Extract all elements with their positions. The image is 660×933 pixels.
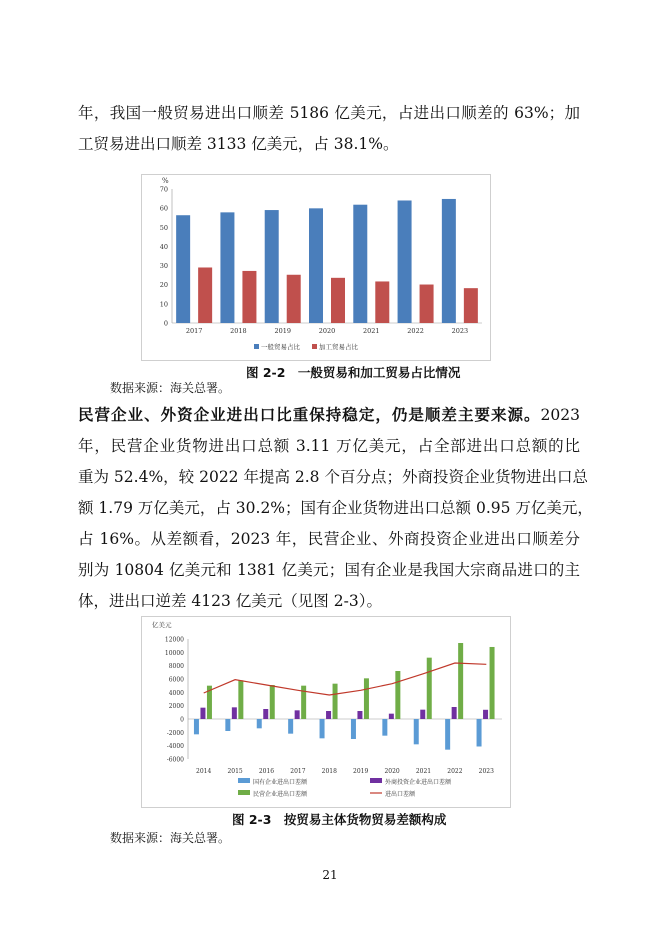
bar-processing-trade	[198, 267, 212, 323]
page-number: 21	[322, 868, 338, 882]
bar-private	[490, 647, 495, 719]
x-tick-label: 2021	[415, 768, 432, 775]
trade-balance-by-entity-chart	[142, 617, 510, 807]
x-tick-label: 2022	[447, 768, 463, 775]
bar-foreign-invested	[389, 714, 394, 719]
paragraph-1-line: 工贸易进出口顺差 3133 亿美元，占 38.1%。	[78, 135, 399, 153]
legend-label: 进出口差额	[385, 791, 416, 798]
bar-private	[458, 643, 463, 719]
figure-2-3-chart	[141, 616, 511, 808]
bar-foreign-invested	[263, 709, 268, 719]
figure-2-2-chart	[141, 174, 491, 361]
y-tick-label: 70	[159, 185, 168, 194]
paragraph-2-first-line-rest: 2023	[540, 406, 580, 424]
bar-state-owned	[477, 719, 482, 746]
paragraph-2-line: 重为 52.4%，较 2022 年提高 2.8 个百分点；外商投资企业货物进出口总	[78, 468, 588, 486]
bar-general-trade	[398, 200, 412, 323]
x-tick-label: 2017	[185, 327, 203, 335]
legend-swatch	[312, 344, 317, 349]
bar-processing-trade	[420, 285, 434, 323]
bar-private	[364, 678, 369, 719]
legend-swatch	[254, 344, 259, 349]
bar-private	[238, 680, 243, 719]
paragraph-2-lead: 民营企业、外资企业进出口比重保持稳定，仍是顺差主要来源。	[78, 405, 541, 424]
legend-label: 外商投资企业进出口差额	[385, 779, 452, 786]
y-tick-label: 2000	[168, 703, 184, 711]
bar-state-owned	[257, 719, 262, 728]
legend-label: 民营企业进出口差额	[253, 791, 308, 798]
bar-state-owned	[445, 719, 450, 750]
paragraph-2	[78, 399, 593, 617]
y-tick-label: -6000	[166, 756, 184, 764]
bar-foreign-invested	[295, 710, 300, 719]
x-tick-label: 2019	[274, 327, 291, 335]
bar-foreign-invested	[200, 708, 205, 719]
line-total-balance	[204, 663, 487, 695]
x-tick-label: 2015	[227, 768, 243, 775]
y-axis-unit-label: %	[162, 177, 169, 185]
bar-foreign-invested	[357, 711, 362, 719]
bar-private	[427, 658, 432, 719]
y-tick-label: 0	[180, 716, 184, 724]
bar-private	[270, 685, 275, 719]
y-tick-label: 10000	[164, 649, 184, 657]
y-tick-label: 30	[159, 262, 168, 271]
y-tick-label: 6000	[168, 676, 184, 684]
x-tick-label: 2019	[353, 768, 369, 775]
bar-state-owned	[194, 719, 199, 734]
bar-state-owned	[225, 719, 230, 731]
bar-general-trade	[353, 205, 367, 323]
bar-processing-trade	[242, 271, 256, 323]
y-tick-label: 12000	[164, 636, 184, 644]
figure-2-3-source: 数据来源：海关总署。	[110, 831, 231, 845]
x-tick-label: 2014	[196, 768, 212, 775]
figure-2-3-caption: 图 2-3 按贸易主体货物贸易差额构成	[232, 812, 447, 827]
paragraph-2-line	[78, 399, 580, 431]
bar-state-owned	[414, 719, 419, 744]
bar-state-owned	[351, 719, 356, 739]
bar-state-owned	[320, 719, 325, 738]
paragraph-2-line: 额 1.79 万亿美元，占 30.2%；国有企业货物进出口总额 0.95 万亿美元，	[78, 499, 593, 517]
paragraph-1-line: 年，我国一般贸易进出口顺差 5186 亿美元，占进出口顺差的 63%；加	[78, 104, 580, 122]
bar-general-trade	[176, 215, 190, 323]
bar-general-trade	[265, 210, 279, 323]
bar-foreign-invested	[326, 711, 331, 719]
x-tick-label: 2017	[290, 768, 306, 775]
y-tick-label: 8000	[168, 663, 184, 671]
x-tick-label: 2023	[478, 768, 494, 775]
legend-swatch	[238, 790, 250, 795]
bar-foreign-invested	[483, 710, 488, 719]
y-axis-unit-label: 亿美元	[152, 621, 172, 629]
bar-private	[333, 684, 338, 719]
general-processing-trade-share-chart	[142, 175, 490, 360]
x-tick-label: 2018	[321, 768, 337, 775]
bar-state-owned	[288, 719, 293, 734]
bar-processing-trade	[331, 278, 345, 323]
figure-2-2-source: 数据来源：海关总署。	[110, 381, 231, 395]
bar-general-trade	[442, 199, 456, 323]
paragraph-2-line: 体，进出口逆差 4123 亿美元（见图 2-3）。	[78, 592, 382, 610]
paragraph-2-line: 别为 10804 亿美元和 1381 亿美元；国有企业是我国大宗商品进口的主	[78, 561, 580, 579]
x-tick-label: 2022	[407, 327, 424, 335]
x-tick-label: 2016	[258, 768, 275, 775]
paragraph-1	[78, 98, 580, 160]
bar-processing-trade	[287, 275, 301, 323]
legend-swatch	[370, 778, 382, 783]
bar-general-trade	[220, 212, 234, 323]
x-tick-label: 2018	[230, 327, 247, 335]
y-tick-label: 20	[159, 281, 168, 290]
y-tick-label: -2000	[166, 729, 184, 737]
bar-foreign-invested	[420, 710, 425, 719]
legend-swatch	[238, 778, 250, 783]
legend-label: 国有企业进出口差额	[253, 779, 308, 786]
bar-processing-trade	[375, 281, 389, 323]
y-tick-label: 40	[159, 242, 168, 251]
bar-private	[395, 671, 400, 719]
legend-label: 加工贸易占比	[319, 343, 358, 351]
bar-processing-trade	[464, 288, 478, 323]
figure-2-2-caption: 图 2-2 一般贸易和加工贸易占比情况	[246, 365, 461, 380]
y-tick-label: 4000	[168, 689, 184, 697]
y-tick-label: 10	[159, 300, 168, 309]
x-tick-label: 2020	[384, 768, 400, 775]
x-tick-label: 2020	[318, 327, 336, 335]
x-tick-label: 2021	[363, 327, 380, 335]
legend-label: 一般贸易占比	[261, 343, 300, 351]
y-tick-label: 0	[163, 319, 168, 328]
y-tick-label: -4000	[166, 743, 184, 751]
paragraph-2-line: 年，民营企业货物进出口总额 3.11 万亿美元，占全部进出口总额的比	[78, 437, 580, 455]
paragraph-2-line: 占 16%。从差额看，2023 年，民营企业、外商投资企业进出口顺差分	[78, 530, 580, 548]
bar-general-trade	[309, 208, 323, 323]
bar-foreign-invested	[452, 707, 457, 719]
x-tick-label: 2023	[451, 327, 469, 335]
bar-foreign-invested	[232, 707, 237, 719]
bar-state-owned	[382, 719, 387, 736]
y-tick-label: 60	[159, 204, 168, 213]
y-tick-label: 50	[159, 223, 168, 232]
